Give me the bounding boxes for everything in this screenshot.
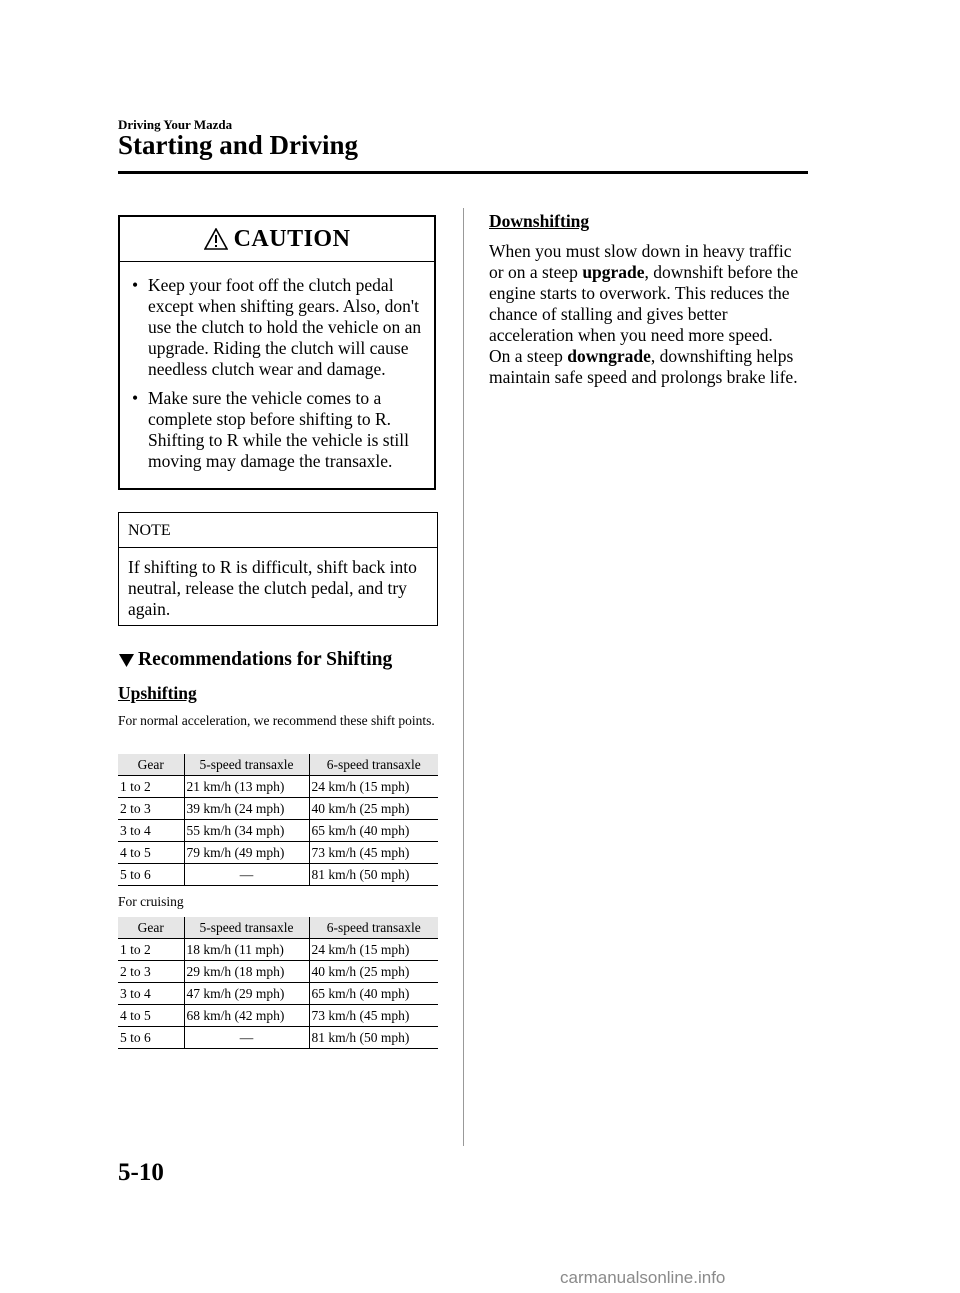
downshifting-heading: Downshifting — [489, 211, 590, 231]
emphasis-text: downgrade — [567, 346, 651, 366]
table-cell: 79 km/h (49 mph) — [184, 842, 309, 864]
paragraph-text: On a steep — [489, 346, 568, 366]
table-cell: 18 km/h (11 mph) — [184, 939, 309, 961]
table-header: 5-speed transaxle — [184, 917, 309, 939]
section-label: Driving Your Mazda — [118, 117, 233, 132]
table-cell: 24 km/h (15 mph) — [309, 939, 438, 961]
paragraph-text: When you must slow down in heavy traffic or on a steep — [489, 241, 792, 282]
paragraph-text: , downshift before the engine starts to overwork. This reduces the chance of stalling and gives better acceleration when you need more speed. — [489, 262, 799, 345]
table-cell: 40 km/h (25 mph) — [309, 798, 438, 820]
upshifting-intro: For normal acceleration, we recommend these shift points. — [118, 713, 435, 728]
table-row — [118, 776, 438, 798]
downshifting-body — [489, 241, 807, 388]
table-cell: 4 to 5 — [118, 1005, 184, 1027]
table-row — [118, 961, 438, 983]
table-cell: 68 km/h (42 mph) — [184, 1005, 309, 1027]
table-cell: 3 to 4 — [118, 820, 184, 842]
table-row — [118, 864, 438, 886]
note-body: If shifting to R is difficult, shift back into neutral, release the clutch pedal, and try again. — [128, 557, 417, 619]
page-number: 5-10 — [118, 1159, 164, 1186]
warning-triangle-icon — [204, 228, 228, 250]
table-cell: 1 to 2 — [118, 939, 184, 961]
caution-item-text: Make sure the vehicle comes to a complete stop before shifting to R. Shifting to R while the vehicle is still moving may damage the transaxle. — [148, 388, 410, 471]
upshifting-heading: Upshifting — [118, 683, 197, 703]
table-cell: 73 km/h (45 mph) — [309, 1005, 438, 1027]
table-header-row — [118, 917, 438, 939]
table-cell: ― — [184, 1027, 309, 1049]
table-cell: 21 km/h (13 mph) — [184, 776, 309, 798]
acceleration-shift-table — [118, 754, 438, 886]
downshifting-paragraph — [489, 241, 807, 346]
table-row — [118, 939, 438, 961]
table-cell: 3 to 4 — [118, 983, 184, 1005]
caution-header — [120, 217, 434, 262]
table-cell: 5 to 6 — [118, 1027, 184, 1049]
table-cell: 2 to 3 — [118, 798, 184, 820]
table-cell: 5 to 6 — [118, 864, 184, 886]
table-cell: 24 km/h (15 mph) — [309, 776, 438, 798]
table-cell: 2 to 3 — [118, 961, 184, 983]
table-header: 6-speed transaxle — [309, 754, 438, 776]
recommendations-heading — [118, 649, 392, 671]
bullet-icon: • — [132, 388, 139, 408]
table-cell: 55 km/h (34 mph) — [184, 820, 309, 842]
chapter-title: Starting and Driving — [118, 130, 359, 160]
note-title: NOTE — [119, 513, 437, 548]
caution-item — [132, 275, 432, 380]
triangle-down-icon — [118, 653, 135, 668]
table-cell: 73 km/h (45 mph) — [309, 842, 438, 864]
column-divider — [463, 208, 464, 1146]
table-header: 5-speed transaxle — [184, 754, 309, 776]
caution-item — [132, 388, 432, 472]
table-row — [118, 983, 438, 1005]
table-cell: 81 km/h (50 mph) — [309, 1027, 438, 1049]
emphasis-text: upgrade — [582, 262, 645, 282]
caution-list — [132, 267, 432, 472]
caution-item-text: Keep your foot off the clutch pedal except when shifting gears. Also, don't use the clutch to hold the vehicle on an upgrade. Riding the clutch will cause needless clutch wear and damage. — [148, 275, 422, 379]
table-row — [118, 798, 438, 820]
table-cell: 65 km/h (40 mph) — [309, 820, 438, 842]
paragraph-text: , downshifting helps maintain safe speed and prolongs brake life. — [489, 346, 798, 387]
table-row — [118, 842, 438, 864]
table-row — [118, 820, 438, 842]
cruising-shift-table — [118, 917, 438, 1049]
note-box — [118, 512, 438, 626]
table-cell: 4 to 5 — [118, 842, 184, 864]
caution-box — [118, 215, 436, 490]
watermark: carmanualsonline.info — [560, 1268, 726, 1287]
caution-title: CAUTION — [233, 225, 351, 252]
recommendations-heading-text: Recommendations for Shifting — [138, 649, 393, 670]
table-header: Gear — [118, 917, 184, 939]
table-cell: 39 km/h (24 mph) — [184, 798, 309, 820]
cruising-label: For cruising — [118, 894, 184, 909]
table-cell: 81 km/h (50 mph) — [309, 864, 438, 886]
table-cell: 29 km/h (18 mph) — [184, 961, 309, 983]
table-header: 6-speed transaxle — [309, 917, 438, 939]
table-cell: ― — [184, 864, 309, 886]
table-cell: 40 km/h (25 mph) — [309, 961, 438, 983]
table-cell: 1 to 2 — [118, 776, 184, 798]
table-cell: 65 km/h (40 mph) — [309, 983, 438, 1005]
table-header-row — [118, 754, 438, 776]
bullet-icon: • — [132, 275, 139, 295]
downshifting-paragraph — [489, 346, 807, 388]
title-rule — [118, 171, 808, 174]
table-row — [118, 1027, 438, 1049]
table-row — [118, 1005, 438, 1027]
table-cell: 47 km/h (29 mph) — [184, 983, 309, 1005]
table-header: Gear — [118, 754, 184, 776]
